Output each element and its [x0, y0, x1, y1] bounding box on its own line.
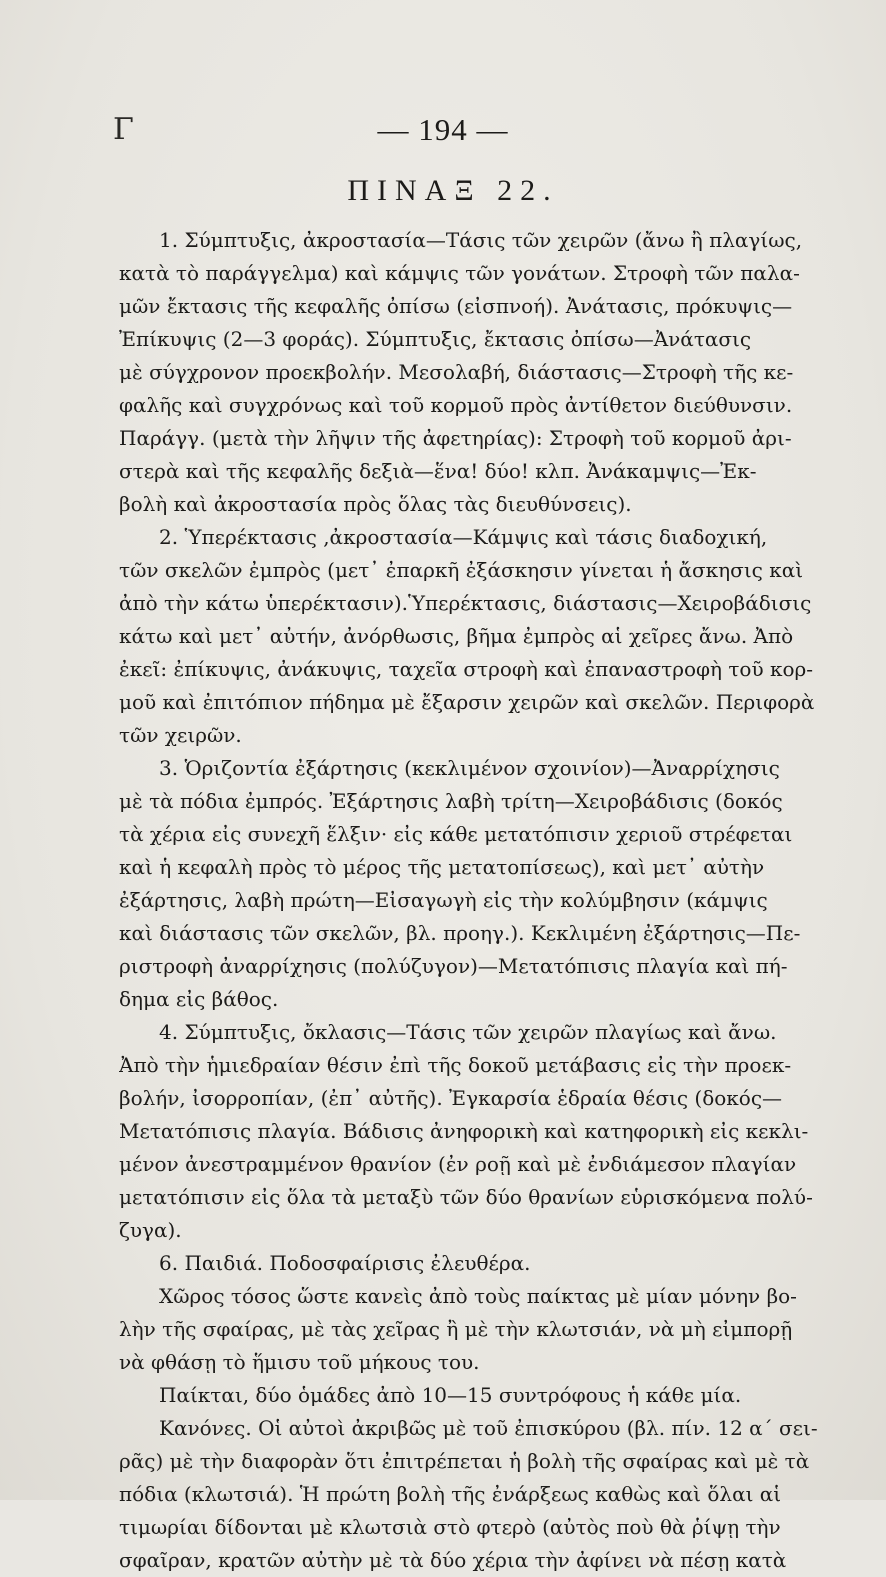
- text-line: τιμωρίαι δίδονται μὲ κλωτσιὰ στὸ φτερὸ (αὐτὸς ποὺ θὰ ῥίψῃ τὴν: [119, 1515, 781, 1539]
- text-line: λὴν τῆς σφαίρας, μὲ τὰς χεῖρας ἢ μὲ τὴν κλωτσιάν, νὰ μὴ εἰμπορῇ: [119, 1317, 793, 1341]
- text-line: καὶ διάστασις τῶν σκελῶν, βλ. προηγ.). Κεκλιμένη ἐξάρτησις—Πε-: [119, 921, 801, 945]
- text-line: καὶ ἡ κεφαλὴ πρὸς τὸ μέρος τῆς μετατοπίσεως), καὶ μετ᾽ αὐτὴν: [119, 855, 765, 879]
- text-line: ἐκεῖ: ἐπίκυψις, ἀνάκυψις, ταχεῖα στροφὴ καὶ ἐπαναστροφὴ τοῦ κορ-: [119, 657, 814, 681]
- text-line: ἀπὸ τὴν κάτω ὑπερέκτασιν).Ὑπερέκτασις, διάστασις—Χειροβάδισις: [119, 591, 812, 615]
- text-line: 6. Παιδιά. Ποδοσφαίρισις ἐλευθέρα.: [159, 1251, 531, 1275]
- text-line: μετατόπισιν εἰς ὅλα τὰ μεταξὺ τῶν δύο θρανίων εὑρισκόμενα πολύ-: [119, 1185, 813, 1209]
- text-line: Παίκται, δύο ὁμάδες ἀπὸ 10—15 συντρόφους ἡ κάθε μία.: [159, 1383, 742, 1407]
- text-line: μὲ τὰ πόδια ἐμπρός. Ἐξάρτησις λαβὴ τρίτη—Χειροβάδισις (δοκός: [119, 789, 783, 813]
- text-line: Ἀπὸ τὴν ἡμιεδραίαν θέσιν ἐπὶ τῆς δοκοῦ μετάβασις εἰς τὴν προεκ-: [119, 1053, 792, 1077]
- text-line: Χῶρος τόσος ὥστε κανεὶς ἀπὸ τοὺς παίκτας μὲ μίαν μόνην βο-: [159, 1284, 797, 1308]
- text-line: ἐξάρτησις, λαβὴ πρώτη—Εἰσαγωγὴ εἰς τὴν κολύμβησιν (κάμψις: [119, 888, 768, 912]
- text-line: πόδια (κλωτσιά). Ἡ πρώτη βολὴ τῆς ἐνάρξεως καθὼς καὶ ὅλαι αἱ: [119, 1482, 782, 1506]
- text-line: 3. Ὁριζοντία ἐξάρτησις (κεκλιμένον σχοινίον)—Ἀναρρίχησις: [159, 756, 780, 780]
- text-line: Κανόνες. Οἱ αὐτοὶ ἀκριβῶς μὲ τοῦ ἐπισκύρου (βλ. πίν. 12 α΄ σει-: [159, 1416, 818, 1440]
- page-number: — 194 —: [377, 112, 509, 147]
- text-line: 4. Σύμπτυξις, ὄκλασις—Τάσις τῶν χειρῶν πλαγίως καὶ ἄνω.: [159, 1020, 777, 1044]
- text-line: ρᾶς) μὲ τὴν διαφορὰν ὅτι ἐπιτρέπεται ἡ βολὴ τῆς σφαίρας καὶ μὲ τὰ: [119, 1449, 810, 1473]
- text-line: Μετατόπισις πλαγία. Βάδισις ἀνηφορικὴ καὶ κατηφορικὴ εἰς κεκλι-: [119, 1119, 809, 1143]
- text-line: Ἐπίκυψις (2—3 φοράς). Σύμπτυξις, ἔκτασις ὀπίσω—Ἀνάτασις: [119, 327, 752, 351]
- text-line: δημα εἰς βάθος.: [119, 987, 279, 1011]
- text-line: 1. Σύμπτυξις, ἀκροστασία—Τάσις τῶν χειρῶν (ἄνω ἢ πλαγίως,: [159, 228, 803, 252]
- text-line: μένον ἀνεστραμμένον θρανίον (ἐν ροῇ καὶ μὲ ἐνδιάμεσον πλαγίαν: [119, 1152, 797, 1176]
- text-line: 2. Ὑπερέκτασις ,ἀκροστασία—Κάμψις καὶ τάσις διαδοχική,: [159, 525, 768, 549]
- text-line: κάτω καὶ μετ᾽ αὐτήν, ἀνόρθωσις, βῆμα ἐμπρὸς αἱ χεῖρες ἄνω. Ἀπὸ: [119, 624, 794, 648]
- margin-mark: Γ: [113, 112, 134, 147]
- text-line: ζυγα).: [119, 1218, 182, 1242]
- text-line: τῶν σκελῶν ἐμπρὸς (μετ᾽ ἐπαρκῆ ἐξάσκησιν γίνεται ἡ ἄσκησις καὶ: [119, 558, 804, 582]
- text-line: μῶν ἔκτασις τῆς κεφαλῆς ὀπίσω (εἰσπνοή). Ἀνάτασις, πρόκυψις—: [119, 294, 793, 318]
- text-line: κατὰ τὸ παράγγελμα) καὶ κάμψις τῶν γονάτων. Στροφὴ τῶν παλα-: [119, 261, 800, 285]
- text-line: σφαῖραν, κρατῶν αὐτὴν μὲ τὰ δύο χέρια τὴν ἀφίνει νὰ πέσῃ κατὰ: [119, 1548, 787, 1572]
- text-line: βολὴ καὶ ἀκροστασία πρὸς ὅλας τὰς διευθύνσεις).: [119, 492, 632, 516]
- body-text: [119, 224, 877, 1577]
- text-line: φαλῆς καὶ συγχρόνως καὶ τοῦ κορμοῦ πρὸς ἀντίθετον διεύθυνσιν.: [119, 393, 793, 417]
- text-line: βολήν, ἰσορροπίαν, (ἐπ᾽ αὐτῆς). Ἐγκαρσία ἑδραία θέσις (δοκός—: [119, 1086, 783, 1110]
- text-line: μοῦ καὶ ἐπιτόπιον πήδημα μὲ ἔξαρσιν χειρῶν καὶ σκελῶν. Περιφορὰ: [119, 690, 815, 714]
- text-line: νὰ φθάσῃ τὸ ἥμισυ τοῦ μήκους του.: [119, 1350, 480, 1374]
- text-line: στερὰ καὶ τῆς κεφαλῆς δεξιὰ—ἕνα! δύο! κλπ. Ἀνάκαμψις—Ἐκ-: [119, 459, 757, 483]
- text-line: τὰ χέρια εἰς συνεχῆ ἕλξιν· εἰς κάθε μετατόπισιν χεριοῦ στρέφεται: [119, 822, 793, 846]
- text-line: τῶν χειρῶν.: [119, 723, 242, 747]
- text-line: Παράγγ. (μετὰ τὴν λῆψιν τῆς ἀφετηρίας): Στροφὴ τοῦ κορμοῦ ἀρι-: [119, 426, 792, 450]
- text-line: ριστροφὴ ἀναρρίχησις (πολύζυγον)—Μετατόπισις πλαγία καὶ πή-: [119, 954, 788, 978]
- text-line: μὲ σύγχρονον προεκβολήν. Μεσολαβή, διάστασις—Στροφὴ τῆς κε-: [119, 360, 794, 384]
- table-title: ΠΙΝΑΞ 22.: [347, 174, 559, 207]
